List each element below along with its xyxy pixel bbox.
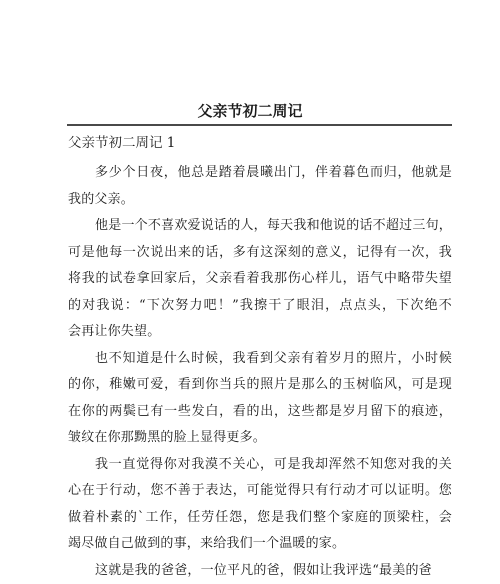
document-title: 父亲节初二周记 [0,101,500,121]
paragraph-line: 多少个日夜，他总是踏着晨曦出门，伴着暮色而归，他就是 [68,160,452,187]
paragraph-line: 我的父亲。 [68,187,452,214]
document-body [68,160,452,584]
paragraph-line: 在你的两鬓已有一些发白，看的出，这些都是岁月留下的痕迹， [68,399,452,426]
title-underline [67,124,452,126]
paragraph-line: 也不知道是什么时候，我看到父亲有着岁月的照片，小时候 [68,346,452,373]
paragraph-line: 心在于行动，您不善于表达，可能觉得只有行动才可以证明。您 [68,478,452,505]
paragraph [68,558,452,584]
paragraph-line: 会再让你失望。 [68,319,452,346]
paragraph-line: 皱纹在你那黝黑的脸上显得更多。 [68,425,452,452]
paragraph [68,160,452,213]
paragraph [68,213,452,346]
paragraph [68,452,452,558]
paragraph-line: 竭尽做自己做到的事，来给我们一个温暖的家。 [68,531,452,558]
paragraph-line: 将我的试卷拿回家后，父亲看着我那伤心样儿，语气中略带失望 [68,266,452,293]
paragraph-line: 我一直觉得你对我漠不关心，可是我却浑然不知您对我的关 [68,452,452,479]
paragraph [68,346,452,452]
paragraph-line: 的你，稚嫩可爱，看到你当兵的照片是那么的玉树临风，可是现 [68,372,452,399]
paragraph-line: 可是他每一次说出来的话，多有这深刻的意义，记得有一次，我 [68,240,452,267]
section-heading: 父亲节初二周记 1 [68,133,175,153]
paragraph-line: 做着朴素的`工作，任劳任怨，您是我们整个家庭的顶梁柱，会 [68,505,452,532]
paragraph-line: 的对我说：“下次努力吧！”我擦干了眼泪，点点头，下次绝不 [68,293,452,320]
paragraph-line: 他是一个不喜欢爱说话的人，每天我和他说的话不超过三句， [68,213,452,240]
paragraph-line: 这就是我的爸爸，一位平凡的爸，假如让我评选“最美的爸 [68,558,452,584]
